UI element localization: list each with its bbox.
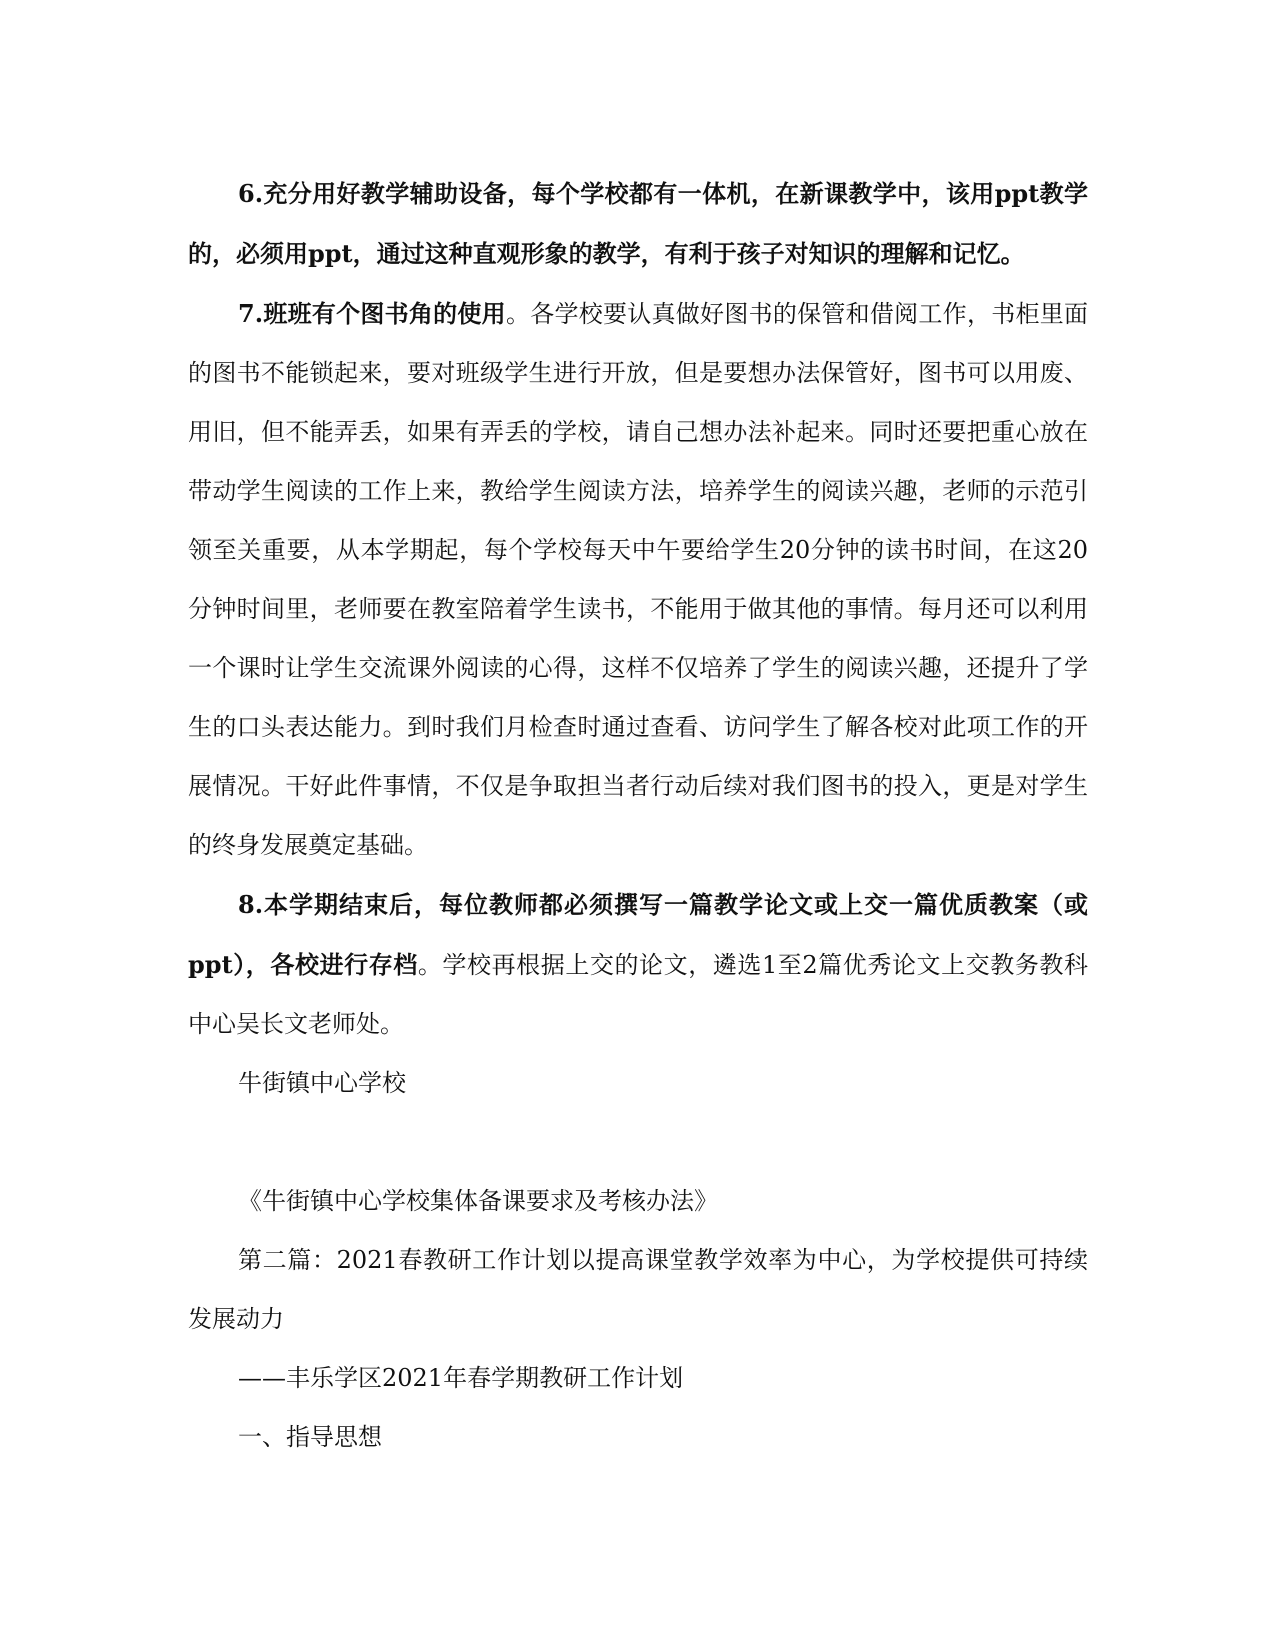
item-8-heading: 8.本学期结束后，每位教师都必须撰写一篇教学论文或上交一篇优质教案（或ppt），各校进行存档 bbox=[188, 890, 1088, 979]
item-7-heading: 7.班班有个图书角的使用 bbox=[238, 299, 506, 328]
signature: 牛街镇中心学校 bbox=[238, 1069, 406, 1097]
item-6-paragraph bbox=[188, 164, 1088, 284]
document-title: 《牛街镇中心学校集体备课要求及考核办法》 bbox=[238, 1187, 718, 1215]
section-heading-1: 一、指导思想 bbox=[238, 1423, 382, 1451]
item-8-body: 。学校再根据上交的论文，遴选1至2篇优秀论文上交教务教科中心吴长文老师处。 bbox=[188, 951, 1088, 1038]
item-8-paragraph bbox=[188, 875, 1088, 1054]
subtitle: ——丰乐学区2021年春学期教研工作计划 bbox=[238, 1364, 684, 1392]
item-7-paragraph bbox=[188, 284, 1088, 875]
spacer bbox=[188, 1113, 1088, 1172]
second-part-heading: 第二篇：2021春教研工作计划以提高课堂教学效率为中心，为学校提供可持续发展动力 bbox=[188, 1246, 1088, 1333]
item-6-bold-text: 6.充分用好教学辅助设备，每个学校都有一体机，在新课教学中，该用ppt教学的，必须用ppt，通过这种直观形象的教学，有利于孩子对知识的理解和记忆。 bbox=[188, 179, 1088, 268]
document-body bbox=[188, 164, 1088, 1467]
item-7-body: 。各学校要认真做好图书的保管和借阅工作，书柜里面的图书不能锁起来，要对班级学生进行开放，但是要想办法保管好，图书可以用废、用旧，但不能弄丢，如果有弄丢的学校，请自己想办法补起来。同时还要把重心放在带动学生阅读的工作上来，教给学生阅读方法，培养学生的阅读兴趣，老师的示范引领至关重要，从本学期起，每个学校每天中午要给学生20分钟的读书时间，在这20分钟时间里，老师要在教室陪着学生读书，不能用于做其他的事情。每月还可以利用一个课时让学生交流课外阅读的心得，这样不仅培养了学生的阅读兴趣，还提升了学生的口头表达能力。到时我们月检查时通过查看、访问学生了解各校对此项工作的开展情况。干好此件事情，不仅是争取担当者行动后续对我们图书的投入，更是对学生的终身发展奠定基础。 bbox=[188, 300, 1088, 859]
